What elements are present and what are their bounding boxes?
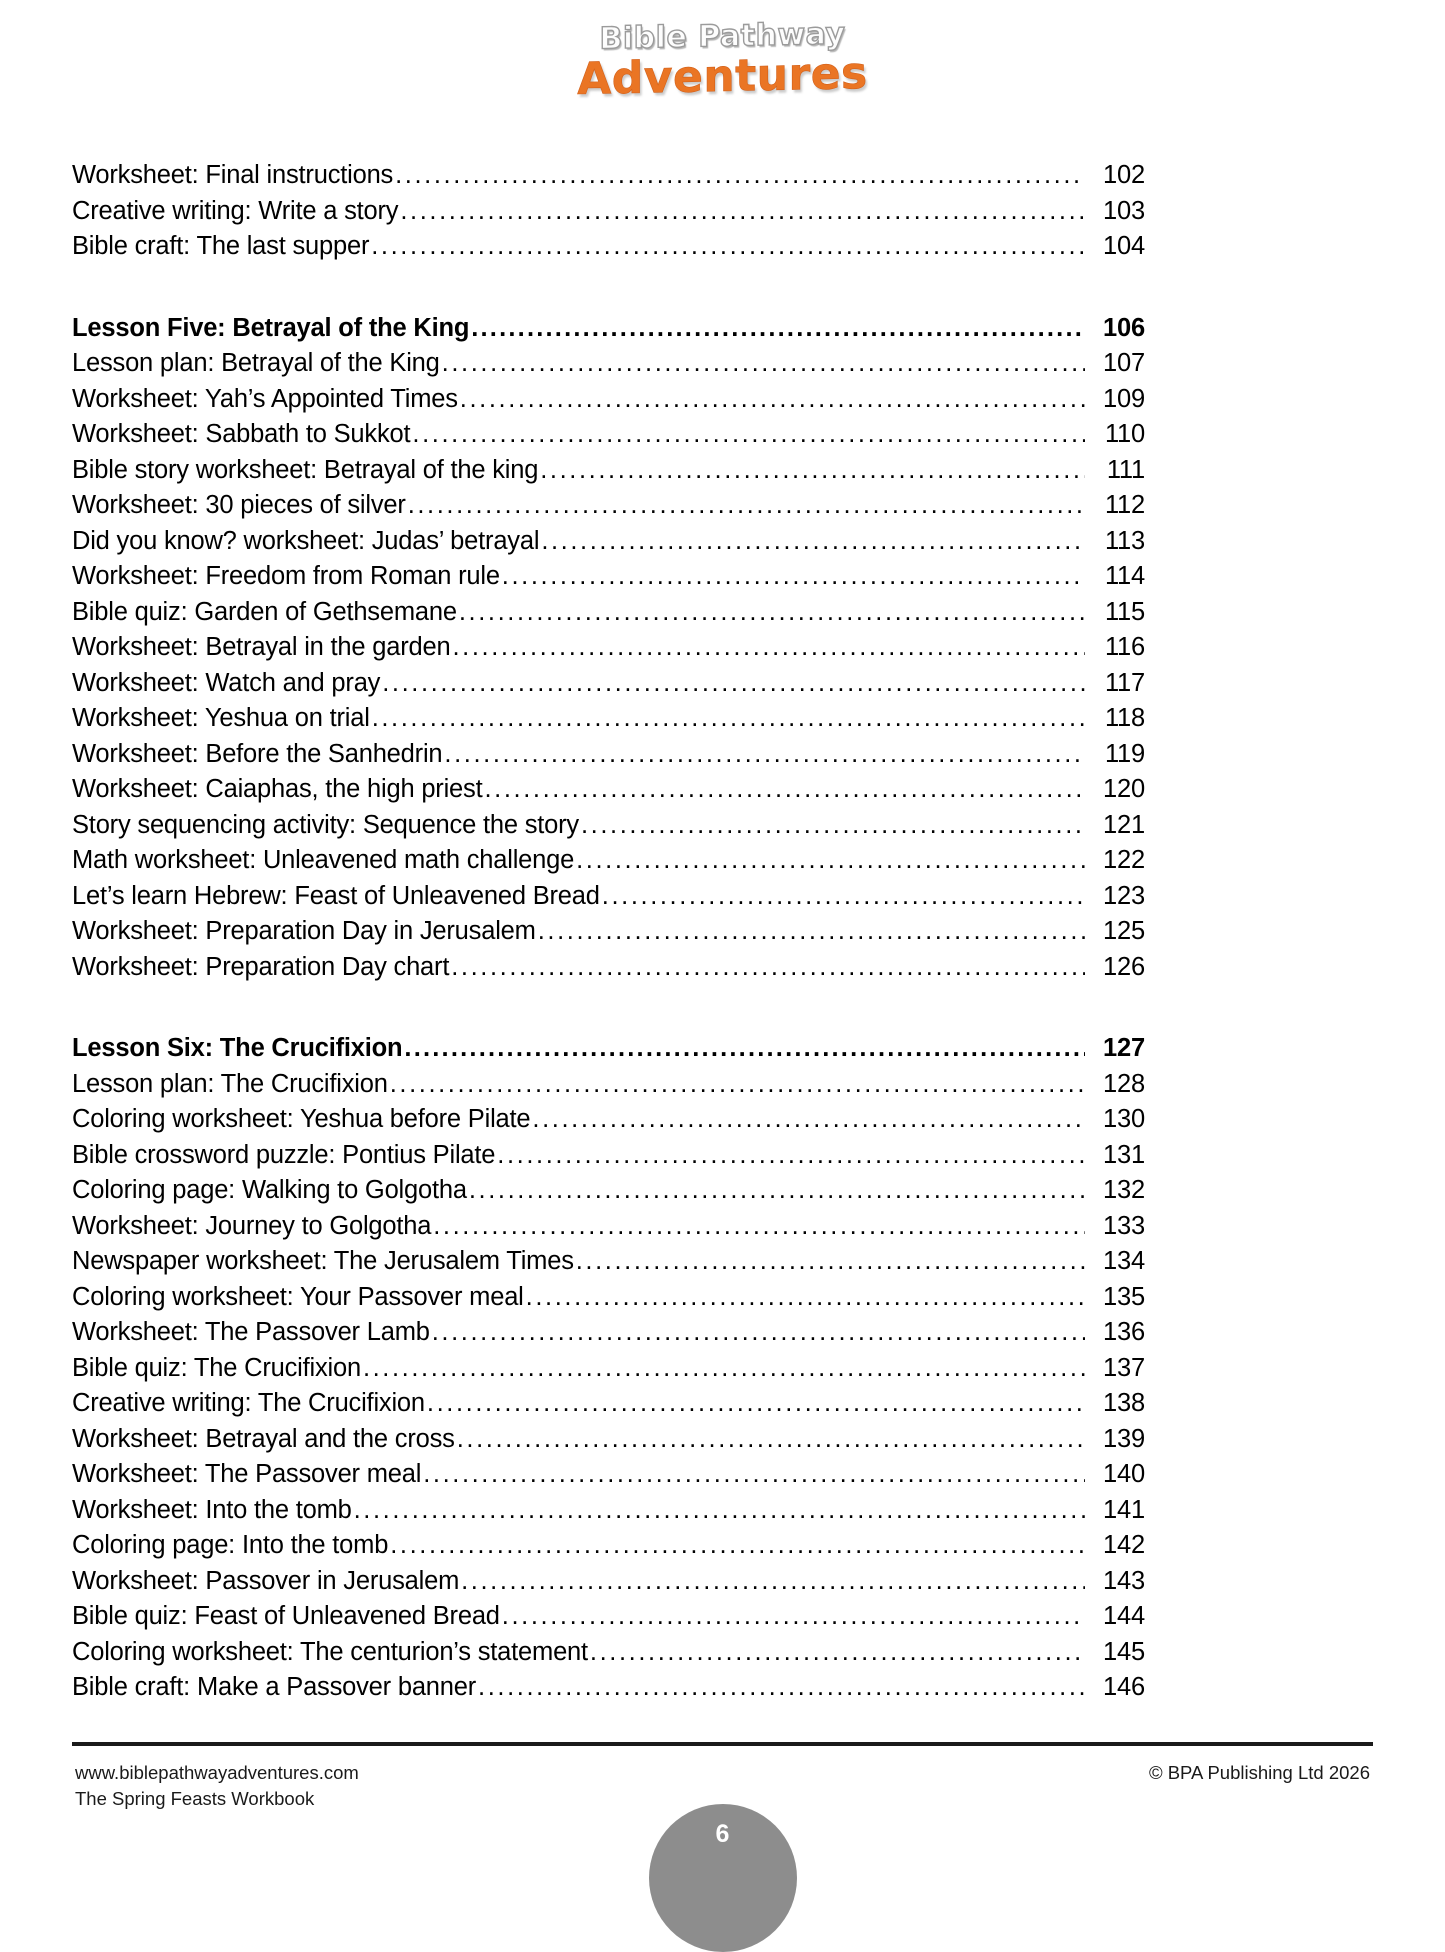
toc-dot-leader: [590, 1635, 1085, 1671]
toc-page-number: 117: [1104, 668, 1145, 697]
logo-line-bible-pathway: Bible Pathway: [599, 16, 846, 57]
toc-entry-title: Coloring page: Walking to Golgotha: [72, 1176, 467, 1204]
toc-page-number: 135: [1103, 1282, 1145, 1311]
toc-dot-leader: [427, 1386, 1085, 1422]
toc-dot-leader: [478, 1670, 1085, 1706]
toc-entry-title: Bible story worksheet: Betrayal of the king: [72, 455, 539, 484]
toc-dot-leader: [461, 1564, 1085, 1600]
toc-dot-leader: [452, 630, 1085, 666]
toc-entry[interactable]: [72, 737, 1145, 773]
toc-dot-leader: [444, 737, 1085, 773]
toc-dot-leader: [451, 950, 1085, 986]
toc-entry[interactable]: [72, 158, 1145, 194]
toc-page-number: 127: [1103, 1034, 1145, 1062]
toc-entry[interactable]: [72, 194, 1145, 230]
toc-entry[interactable]: [72, 488, 1145, 524]
page-number-badge: 6: [649, 1804, 797, 1952]
toc-entry[interactable]: [72, 382, 1145, 418]
toc-entry[interactable]: [72, 346, 1145, 382]
toc-dot-leader: [395, 158, 1085, 194]
toc-page-number: 137: [1103, 1353, 1145, 1382]
toc-page-number: 136: [1103, 1318, 1145, 1346]
toc-dot-leader: [526, 1280, 1085, 1316]
toc-page-number: 138: [1103, 1389, 1145, 1417]
toc-group-spacer: [72, 985, 1145, 1031]
toc-dot-leader: [408, 488, 1085, 524]
toc-section-heading[interactable]: [72, 311, 1145, 347]
toc-page-number: 144: [1103, 1602, 1145, 1630]
toc-entry[interactable]: [72, 417, 1145, 453]
toc-entry-title: Worksheet: Sabbath to Sukkot: [72, 420, 411, 448]
toc-entry-title: Worksheet: Yeshua on trial: [72, 704, 370, 732]
toc-page-number: 122: [1103, 846, 1145, 874]
toc-page-number: 126: [1103, 952, 1145, 981]
toc-entry[interactable]: [72, 1599, 1145, 1635]
toc-entry-title: Worksheet: The Passover meal: [72, 1460, 422, 1488]
toc-entry[interactable]: [72, 1670, 1145, 1706]
page-footer: [0, 1742, 1445, 1870]
toc-page-number: 145: [1103, 1637, 1145, 1666]
toc-page-number: 111: [1106, 455, 1145, 484]
toc-dot-leader: [442, 346, 1085, 382]
footer-left-block: [75, 1760, 359, 1812]
toc-page-number: 116: [1104, 633, 1145, 661]
toc-page-number: 102: [1103, 161, 1145, 189]
toc-entry-title: Creative writing: Write a story: [72, 196, 399, 225]
toc-entry[interactable]: [72, 1564, 1145, 1600]
toc-entry-title: Bible craft: Make a Passover banner: [72, 1673, 477, 1701]
toc-page-number: 139: [1103, 1424, 1145, 1453]
toc-dot-leader: [371, 229, 1085, 265]
toc-entry-title: Lesson Six: The Crucifixion: [72, 1034, 403, 1062]
toc-dot-leader: [484, 772, 1085, 808]
toc-dot-leader: [404, 1031, 1085, 1067]
toc-group-spacer: [72, 265, 1145, 311]
toc-dot-leader: [382, 666, 1085, 702]
toc-entry[interactable]: [72, 1493, 1145, 1529]
toc-dot-leader: [471, 311, 1085, 347]
toc-page-number: 133: [1103, 1211, 1145, 1240]
toc-entry-title: Bible crossword puzzle: Pontius Pilate: [72, 1140, 496, 1169]
toc-page-number: 106: [1103, 313, 1145, 342]
toc-entry-title: Coloring worksheet: Your Passover meal: [72, 1282, 524, 1311]
toc-page-number: 130: [1103, 1105, 1145, 1133]
toc-dot-leader: [502, 1599, 1085, 1635]
toc-page-number: 118: [1104, 704, 1145, 732]
toc-page-number: 121: [1103, 810, 1145, 839]
toc-page-number: 114: [1104, 562, 1145, 590]
toc-page-number: 109: [1103, 384, 1145, 413]
toc-entry-title: Bible quiz: Garden of Gethsemane: [72, 597, 457, 626]
toc-page-number: 141: [1103, 1495, 1145, 1524]
toc-entry[interactable]: [72, 772, 1145, 808]
toc-entry-title: Worksheet: Into the tomb: [72, 1495, 352, 1524]
toc-dot-leader: [459, 595, 1085, 631]
toc-entry-title: Worksheet: The Passover Lamb: [72, 1318, 430, 1346]
toc-entry-title: Newspaper worksheet: The Jerusalem Times: [72, 1247, 574, 1275]
toc-entry[interactable]: [72, 1244, 1145, 1280]
toc-entry[interactable]: [72, 666, 1145, 702]
toc-entry-title: Bible quiz: Feast of Unleavened Bread: [72, 1602, 500, 1630]
toc-entry-title: Did you know? worksheet: Judas’ betrayal: [72, 526, 540, 555]
toc-dot-leader: [412, 417, 1085, 453]
toc-page-number: 120: [1103, 775, 1145, 803]
toc-entry-title: Worksheet: Betrayal and the cross: [72, 1424, 455, 1453]
toc-entry[interactable]: [72, 524, 1145, 560]
toc-entry-title: Worksheet: Caiaphas, the high priest: [72, 775, 483, 803]
brand-logo: [0, 16, 1445, 106]
toc-entry-title: Worksheet: Preparation Day in Jerusalem: [72, 917, 536, 945]
toc-entry[interactable]: [72, 1209, 1145, 1245]
toc-section-heading[interactable]: [72, 1031, 1145, 1067]
toc-entry[interactable]: [72, 1351, 1145, 1387]
toc-page-number: 113: [1104, 526, 1145, 555]
toc-dot-leader: [433, 1209, 1085, 1245]
toc-dot-leader: [576, 1244, 1085, 1280]
toc-entry-title: Let’s learn Hebrew: Feast of Unleavened Bread: [72, 881, 600, 910]
toc-page-number: 143: [1103, 1566, 1145, 1595]
page-header: [0, 0, 1445, 140]
toc-page-number: 128: [1103, 1069, 1145, 1098]
toc-entry[interactable]: [72, 453, 1145, 489]
toc-entry-title: Worksheet: Final instructions: [72, 161, 394, 189]
toc-page-number: 146: [1103, 1673, 1145, 1701]
toc-entry[interactable]: [72, 559, 1145, 595]
toc-entry-title: Bible craft: The last supper: [72, 232, 370, 260]
toc-entry-title: Worksheet: Before the Sanhedrin: [72, 739, 443, 768]
toc-page-number: 107: [1103, 349, 1145, 377]
toc-entry[interactable]: [72, 1102, 1145, 1138]
toc-page-number: 134: [1103, 1247, 1145, 1275]
toc-entry-title: Lesson plan: The Crucifixion: [72, 1069, 388, 1098]
toc-entry-title: Story sequencing activity: Sequence the story: [72, 810, 579, 839]
toc-entry[interactable]: [72, 1386, 1145, 1422]
toc-dot-leader: [460, 382, 1085, 418]
toc-entry[interactable]: [72, 1067, 1145, 1103]
toc-dot-leader: [502, 559, 1085, 595]
toc-entry[interactable]: [72, 1173, 1145, 1209]
toc-entry[interactable]: [72, 1315, 1145, 1351]
toc-dot-leader: [423, 1457, 1085, 1493]
toc-dot-leader: [602, 879, 1085, 915]
toc-entry-title: Worksheet: Passover in Jerusalem: [72, 1566, 460, 1595]
toc-dot-leader: [581, 808, 1085, 844]
toc-entry-title: Worksheet: Watch and pray: [72, 668, 381, 697]
toc-entry[interactable]: [72, 808, 1145, 844]
toc-dot-leader: [541, 524, 1085, 560]
toc-entry-title: Bible quiz: The Crucifixion: [72, 1353, 361, 1382]
footer-copyright: © BPA Publishing Ltd 2026: [1148, 1762, 1370, 1783]
toc-entry-title: Coloring page: Into the tomb: [72, 1531, 389, 1559]
toc-dot-leader: [469, 1173, 1085, 1209]
toc-entry-title: Creative writing: The Crucifixion: [72, 1389, 425, 1417]
toc-entry-title: Worksheet: 30 pieces of silver: [72, 491, 406, 519]
toc-entry[interactable]: [72, 1528, 1145, 1564]
toc-entry[interactable]: [72, 595, 1145, 631]
toc-page-number: 142: [1103, 1531, 1145, 1559]
toc-entry-title: Worksheet: Betrayal in the garden: [72, 633, 451, 661]
toc-entry[interactable]: [72, 1457, 1145, 1493]
toc-page-number: 132: [1103, 1176, 1145, 1204]
toc-page-number: 110: [1104, 420, 1145, 448]
toc-entry-title: Worksheet: Preparation Day chart: [72, 952, 450, 981]
toc-dot-leader: [457, 1422, 1085, 1458]
toc-entry-title: Worksheet: Yah’s Appointed Times: [72, 384, 458, 413]
toc-page-number: 131: [1103, 1140, 1145, 1169]
toc-entry-title: Worksheet: Journey to Golgotha: [72, 1211, 432, 1240]
toc-dot-leader: [354, 1493, 1085, 1529]
toc-page-number: 123: [1103, 881, 1145, 910]
toc-entry[interactable]: [72, 1138, 1145, 1174]
footer-book-title: The Spring Feasts Workbook: [75, 1788, 315, 1809]
toc-dot-leader: [540, 453, 1085, 489]
toc-dot-leader: [400, 194, 1085, 230]
toc-entry[interactable]: [72, 914, 1145, 950]
toc-dot-leader: [372, 701, 1085, 737]
toc-page-number: 103: [1103, 196, 1145, 225]
toc-dot-leader: [538, 914, 1085, 950]
toc-entry-title: Coloring worksheet: Yeshua before Pilate: [72, 1105, 531, 1133]
toc-entry[interactable]: [72, 879, 1145, 915]
toc-entry[interactable]: [72, 1422, 1145, 1458]
toc-entry[interactable]: [72, 229, 1145, 265]
toc-dot-leader: [497, 1138, 1085, 1174]
toc-entry[interactable]: [72, 630, 1145, 666]
toc-entry[interactable]: [72, 1635, 1145, 1671]
toc-page-number: 115: [1104, 597, 1145, 626]
toc-entry[interactable]: [72, 701, 1145, 737]
toc-group: [72, 1031, 1145, 1706]
toc-dot-leader: [390, 1067, 1085, 1103]
toc-entry[interactable]: [72, 843, 1145, 879]
toc-group: [72, 158, 1145, 265]
toc-dot-leader: [390, 1528, 1085, 1564]
toc-dot-leader: [532, 1102, 1085, 1138]
toc-page-number: 140: [1103, 1460, 1145, 1488]
toc-entry-title: Worksheet: Freedom from Roman rule: [72, 562, 500, 590]
toc-group: [72, 311, 1145, 986]
logo-line-adventures: Adventures: [577, 47, 868, 106]
toc-entry-title: Lesson Five: Betrayal of the King: [72, 313, 470, 342]
toc-entry-title: Lesson plan: Betrayal of the King: [72, 349, 440, 377]
toc-page-number: 125: [1103, 917, 1145, 945]
toc-dot-leader: [363, 1351, 1085, 1387]
toc-page-number: 112: [1104, 491, 1145, 519]
toc-entry-title: Coloring worksheet: The centurion’s statement: [72, 1637, 588, 1666]
toc-page-number: 119: [1104, 739, 1145, 768]
toc-entry[interactable]: [72, 950, 1145, 986]
footer-divider: [72, 1742, 1373, 1746]
toc-entry[interactable]: [72, 1280, 1145, 1316]
table-of-contents: [72, 158, 1145, 1706]
toc-dot-leader: [432, 1315, 1085, 1351]
toc-entry-title: Math worksheet: Unleavened math challenge: [72, 846, 575, 874]
toc-page-number: 104: [1103, 232, 1145, 260]
toc-dot-leader: [576, 843, 1085, 879]
footer-website[interactable]: www.biblepathwayadventures.com: [75, 1762, 359, 1783]
